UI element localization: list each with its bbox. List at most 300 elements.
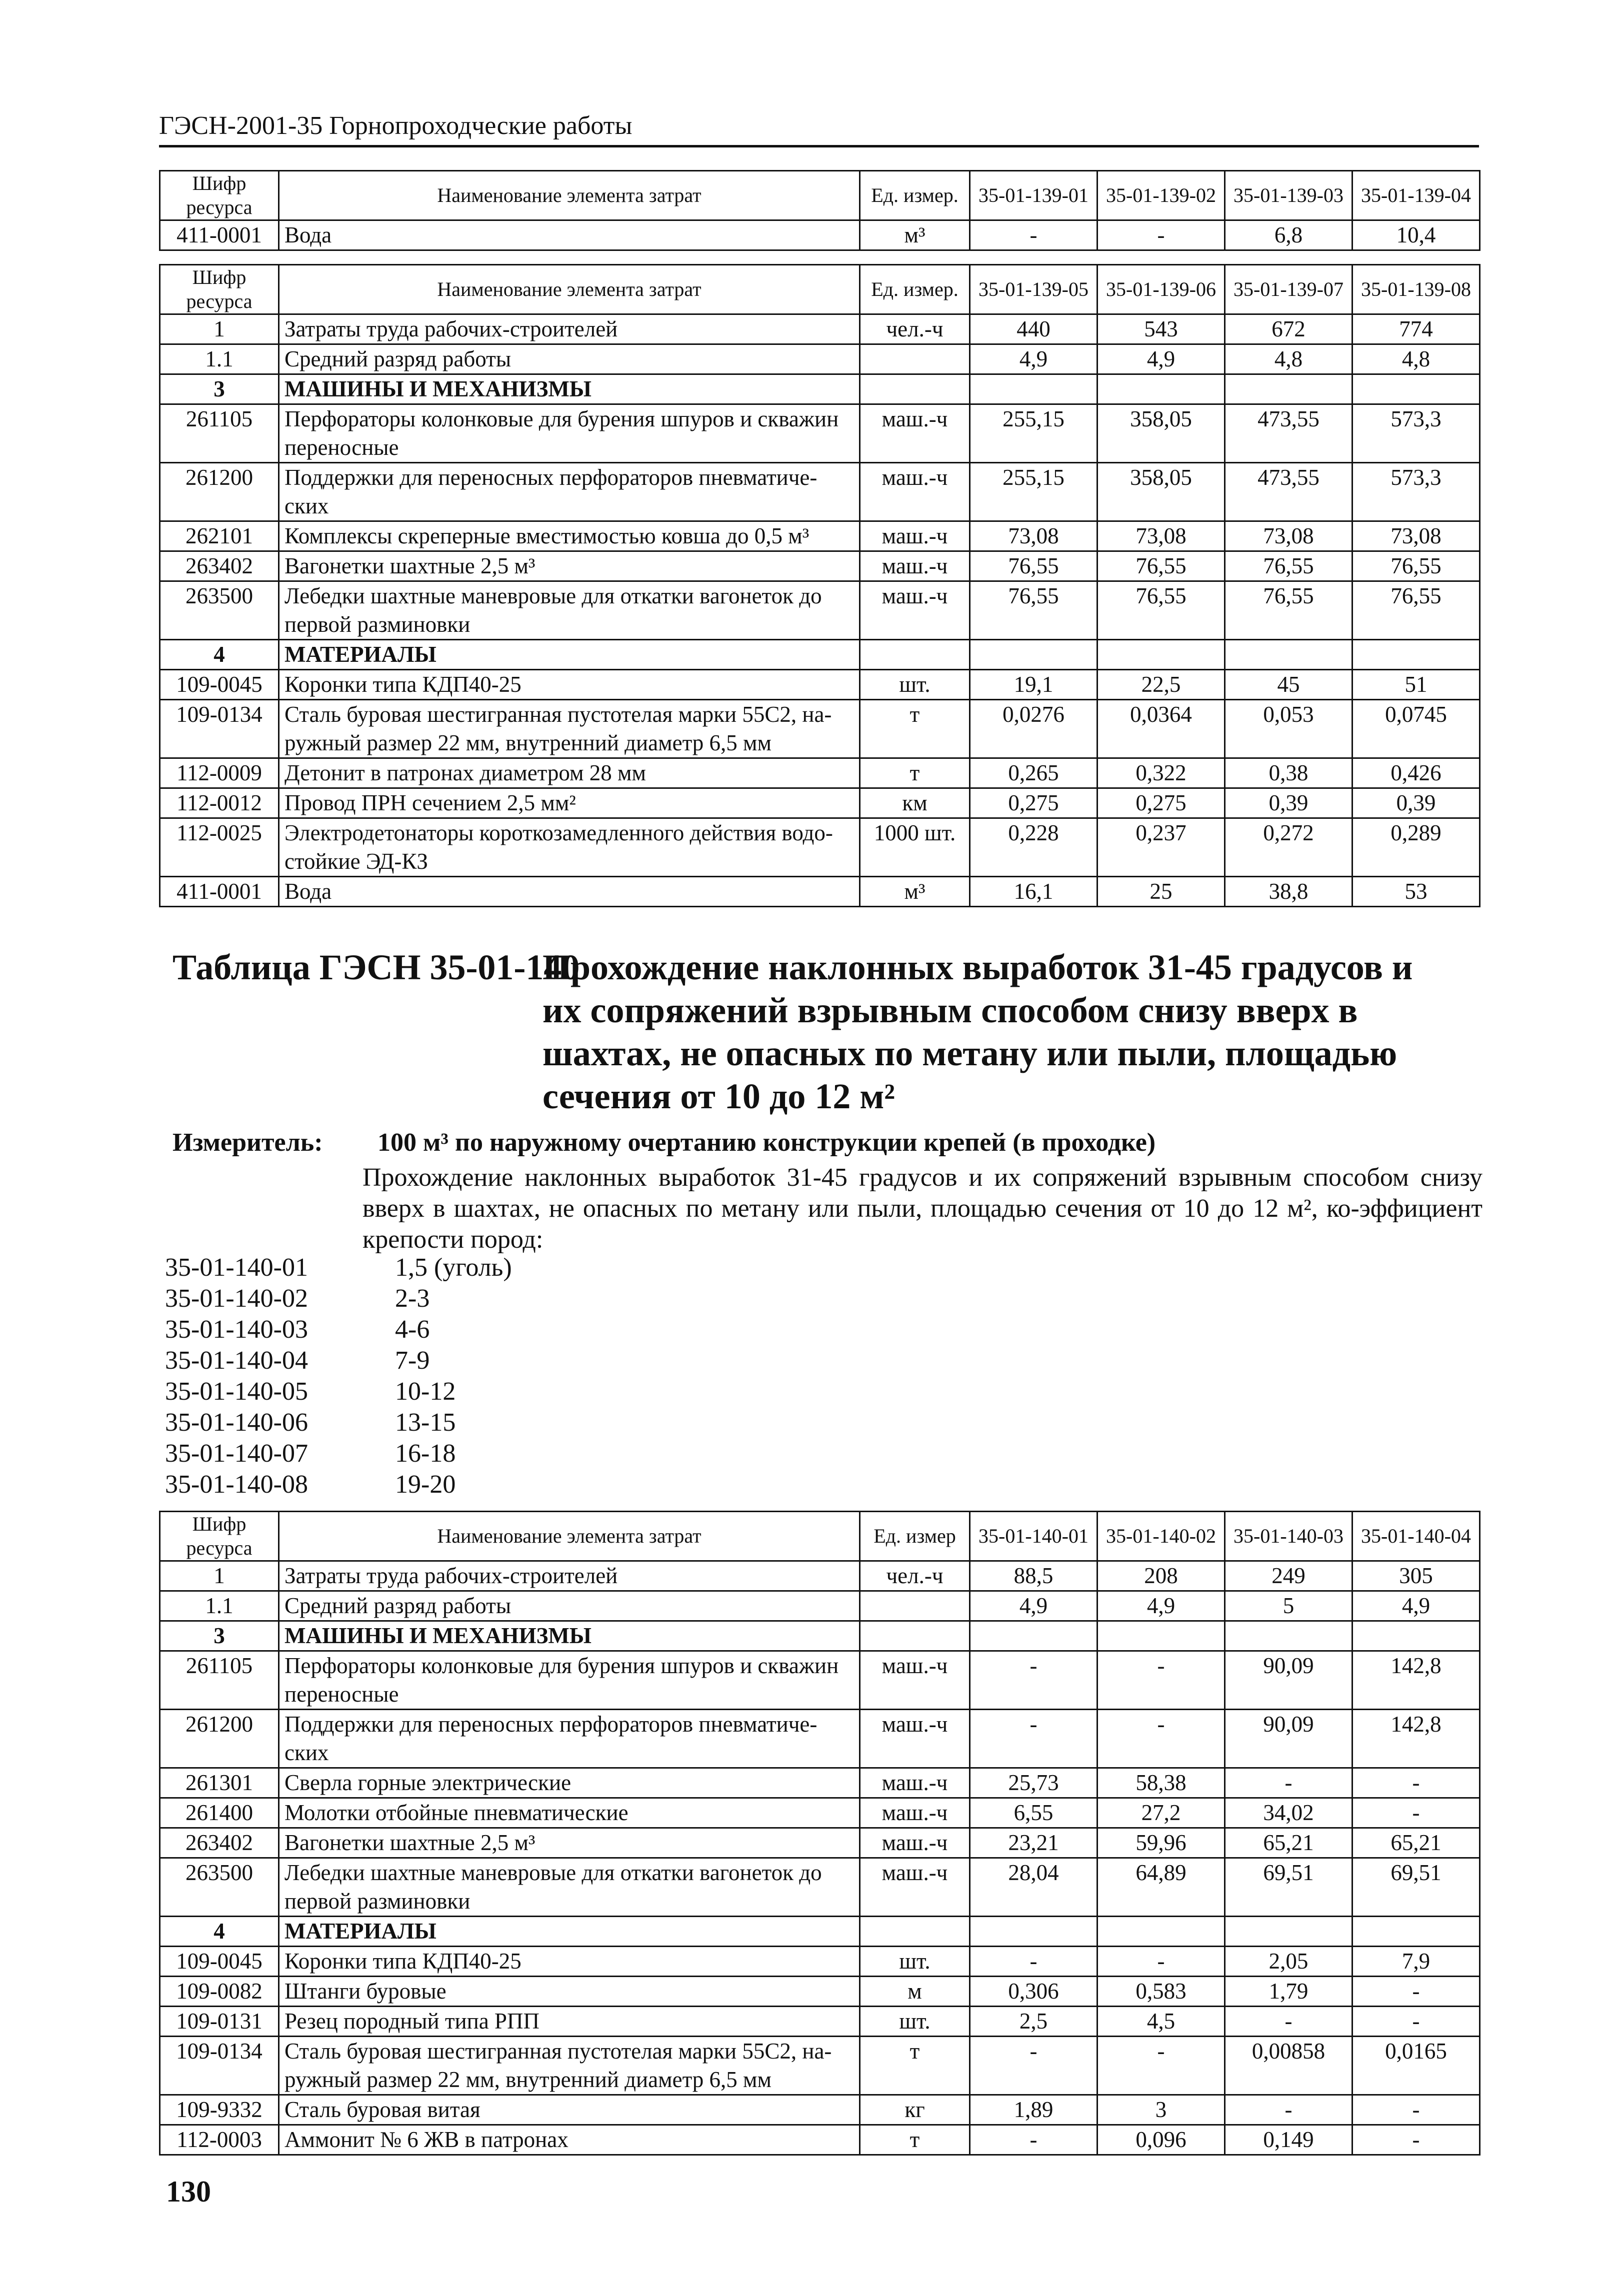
cell-value: 305 xyxy=(1352,1561,1480,1591)
cell-value: 10,4 xyxy=(1352,220,1480,250)
cell-value: 25 xyxy=(1098,877,1225,907)
table-row xyxy=(160,818,1480,877)
table-row xyxy=(160,521,1480,551)
cell-value: 64,89 xyxy=(1098,1858,1225,1917)
cell-value: 0,272 xyxy=(1225,818,1352,877)
cell-value xyxy=(970,374,1098,404)
cell-value: 16,1 xyxy=(970,877,1098,907)
cell-value: 142,8 xyxy=(1352,1651,1480,1710)
cell-value: 0,39 xyxy=(1225,788,1352,818)
cell-value: 543 xyxy=(1098,314,1225,344)
cell-code: 1.1 xyxy=(160,344,279,374)
cell-value: - xyxy=(1098,1710,1225,1768)
header-name: Наименование элемента затрат xyxy=(279,171,860,220)
table-row xyxy=(160,670,1480,700)
table-row xyxy=(160,1591,1480,1621)
cell-name: Лебедки шахтные маневровые для откатки вагонеток до первой разминовки xyxy=(279,1858,860,1917)
cell-unit xyxy=(860,1591,970,1621)
cell-code: 109-9332 xyxy=(160,2095,279,2125)
table-row xyxy=(160,551,1480,581)
cell-unit: шт. xyxy=(860,1947,970,1977)
cell-value: 65,21 xyxy=(1225,1828,1352,1858)
cell-value: 76,55 xyxy=(1225,551,1352,581)
cell-value: 28,04 xyxy=(970,1858,1098,1917)
cell-value: 65,21 xyxy=(1352,1828,1480,1858)
norm-code: 35-01-140-05 xyxy=(165,1377,308,1406)
cell-value xyxy=(970,1917,1098,1947)
cell-value: 2,05 xyxy=(1225,1947,1352,1977)
meter-label: Измеритель: xyxy=(172,1128,323,1157)
cell-name: Вагонетки шахтные 2,5 м³ xyxy=(279,1828,860,1858)
cell-value: 4,9 xyxy=(970,1591,1098,1621)
table-row xyxy=(160,581,1480,640)
cell-value xyxy=(1352,374,1480,404)
table-row xyxy=(160,374,1480,404)
cell-value: - xyxy=(970,2037,1098,2095)
table-row xyxy=(160,1768,1480,1798)
norm-code: 35-01-140-02 xyxy=(165,1284,308,1313)
table-row xyxy=(160,2125,1480,2155)
header-code: Шифр ресурса xyxy=(160,265,279,314)
table-row xyxy=(160,463,1480,521)
table-row xyxy=(160,2095,1480,2125)
cell-value: 4,9 xyxy=(1098,344,1225,374)
cell-value: 0,38 xyxy=(1225,758,1352,788)
cell-code: 263402 xyxy=(160,551,279,581)
cell-value: 255,15 xyxy=(970,463,1098,521)
cell-value: 59,96 xyxy=(1098,1828,1225,1858)
cell-unit: шт. xyxy=(860,2007,970,2037)
cell-value: 0,0276 xyxy=(970,700,1098,758)
cell-code: 411-0001 xyxy=(160,220,279,250)
cell-code: 109-0134 xyxy=(160,2037,279,2095)
cell-code: 263500 xyxy=(160,581,279,640)
section-title xyxy=(172,946,1472,1118)
cell-name: Резец породный типа РПП xyxy=(279,2007,860,2037)
cell-value: - xyxy=(1098,220,1225,250)
cell-value: 0,237 xyxy=(1098,818,1225,877)
resource-table-3 xyxy=(159,1511,1480,2156)
cell-code: 109-0045 xyxy=(160,1947,279,1977)
header-name: Наименование элемента затрат xyxy=(279,265,860,314)
header-norm-code: 35-01-139-02 xyxy=(1098,171,1225,220)
cell-code: 261200 xyxy=(160,1710,279,1768)
cell-unit: маш.-ч xyxy=(860,1798,970,1828)
table-row xyxy=(160,1858,1480,1917)
cell-value: 23,21 xyxy=(970,1828,1098,1858)
code-list xyxy=(165,1252,512,1500)
cell-value xyxy=(1352,640,1480,670)
section-title-label: Таблица ГЭСН 35-01-140 xyxy=(172,947,580,987)
cell-code: 1 xyxy=(160,314,279,344)
table-row xyxy=(160,877,1480,907)
cell-value: - xyxy=(970,1710,1098,1768)
header-unit: Ед. измер. xyxy=(860,171,970,220)
cell-name: МАТЕРИАЛЫ xyxy=(279,640,860,670)
cell-unit: м³ xyxy=(860,220,970,250)
cell-unit: чел.-ч xyxy=(860,1561,970,1591)
table-row xyxy=(160,700,1480,758)
cell-value: 0,228 xyxy=(970,818,1098,877)
cell-value xyxy=(1225,640,1352,670)
cell-value: 73,08 xyxy=(1352,521,1480,551)
cell-value: 76,55 xyxy=(1225,581,1352,640)
cell-name: Сталь буровая шестигранная пустотелая марки 55С2, на-ружный размер 22 мм, внутренний диаметр 6,5 мм xyxy=(279,700,860,758)
table-row xyxy=(160,1917,1480,1947)
cell-value: 2,5 xyxy=(970,2007,1098,2037)
cell-value: 90,09 xyxy=(1225,1710,1352,1768)
table-row xyxy=(160,344,1480,374)
cell-value: 76,55 xyxy=(970,581,1098,640)
cell-value: - xyxy=(1352,1798,1480,1828)
header-unit: Ед. измер. xyxy=(860,265,970,314)
cell-value: 76,55 xyxy=(1098,581,1225,640)
cell-value: 0,149 xyxy=(1225,2125,1352,2155)
cell-unit: т xyxy=(860,758,970,788)
table-row xyxy=(160,1828,1480,1858)
cell-value xyxy=(970,1621,1098,1651)
cell-unit: шт. xyxy=(860,670,970,700)
header-norm-code: 35-01-139-03 xyxy=(1225,171,1352,220)
header-title: ГЭСН-2001-35 Горнопроходческие работы xyxy=(159,111,632,140)
cell-unit: кг xyxy=(860,2095,970,2125)
cell-value: 73,08 xyxy=(1225,521,1352,551)
cell-value xyxy=(970,640,1098,670)
cell-unit: 1000 шт. xyxy=(860,818,970,877)
cell-value: 73,08 xyxy=(970,521,1098,551)
cell-value: - xyxy=(1352,1768,1480,1798)
hardness-value: 1,5 (уголь) xyxy=(395,1253,512,1282)
cell-unit: т xyxy=(860,2125,970,2155)
cell-name: Коронки типа КДП40-25 xyxy=(279,670,860,700)
cell-value: - xyxy=(970,220,1098,250)
table-row xyxy=(160,1561,1480,1591)
cell-name: Электродетонаторы короткозамедленного действия водо-стойкие ЭД-КЗ xyxy=(279,818,860,877)
cell-value: - xyxy=(1352,2007,1480,2037)
hardness-value: 13-15 xyxy=(395,1408,456,1437)
cell-value: 4,8 xyxy=(1352,344,1480,374)
cell-value: 0,306 xyxy=(970,1977,1098,2007)
cell-name: Вода xyxy=(279,220,860,250)
cell-value: 1,79 xyxy=(1225,1977,1352,2007)
cell-code: 261105 xyxy=(160,1651,279,1710)
table-row xyxy=(160,1621,1480,1651)
cell-name: Средний разряд работы xyxy=(279,344,860,374)
cell-value: 4,8 xyxy=(1225,344,1352,374)
header-norm-code: 35-01-139-06 xyxy=(1098,265,1225,314)
cell-value: 0,583 xyxy=(1098,1977,1225,2007)
norm-code: 35-01-140-08 xyxy=(165,1470,308,1499)
cell-name: Вода xyxy=(279,877,860,907)
cell-value: 5 xyxy=(1225,1591,1352,1621)
table-header-row xyxy=(160,265,1480,314)
cell-name: Перфораторы колонковые для бурения шпуров и скважин переносные xyxy=(279,404,860,463)
cell-value: 0,275 xyxy=(970,788,1098,818)
cell-code: 1.1 xyxy=(160,1591,279,1621)
section-title-text: Прохождение наклонных выработок 31-45 градусов и их сопряжений взрывным способом снизу вверх в шахтах, не опасных по метану или пыли, площадью сечения от 10 до 12 м² xyxy=(542,947,1413,1116)
cell-code: 109-0131 xyxy=(160,2007,279,2037)
cell-value xyxy=(1225,1917,1352,1947)
cell-unit: чел.-ч xyxy=(860,314,970,344)
cell-value: 38,8 xyxy=(1225,877,1352,907)
table-row xyxy=(160,220,1480,250)
cell-value: 0,053 xyxy=(1225,700,1352,758)
cell-code: 112-0012 xyxy=(160,788,279,818)
cell-value: - xyxy=(1352,2125,1480,2155)
cell-code: 109-0134 xyxy=(160,700,279,758)
table-row xyxy=(160,404,1480,463)
cell-value: 573,3 xyxy=(1352,463,1480,521)
cell-code: 262101 xyxy=(160,521,279,551)
cell-name: Сверла горные электрические xyxy=(279,1768,860,1798)
hardness-value: 2-3 xyxy=(395,1284,430,1313)
cell-unit: маш.-ч xyxy=(860,1768,970,1798)
cell-code: 263402 xyxy=(160,1828,279,1858)
cell-unit xyxy=(860,344,970,374)
cell-unit: т xyxy=(860,700,970,758)
cell-value xyxy=(1098,640,1225,670)
cell-value: - xyxy=(970,2125,1098,2155)
cell-value: 25,73 xyxy=(970,1768,1098,1798)
cell-value: 19,1 xyxy=(970,670,1098,700)
cell-name: Затраты труда рабочих-строителей xyxy=(279,1561,860,1591)
cell-name: Детонит в патронах диаметром 28 мм xyxy=(279,758,860,788)
meter-unit: 100 м³ по наружному очертанию конструкции крепей (в проходке) xyxy=(378,1128,1156,1157)
cell-value: - xyxy=(1352,1977,1480,2007)
cell-value: 76,55 xyxy=(1098,551,1225,581)
table-row xyxy=(160,1651,1480,1710)
cell-value: 0,0165 xyxy=(1352,2037,1480,2095)
header-code: Шифр ресурса xyxy=(160,1512,279,1561)
meter-description: Прохождение наклонных выработок 31-45 градусов и их сопряжений взрывным способом снизу вверх в шахтах, не опасных по метану или пыли, площадью сечения от 10 до 12 м², ко-эффициент крепости пород: xyxy=(362,1163,1482,1254)
cell-code: 411-0001 xyxy=(160,877,279,907)
cell-value: 358,05 xyxy=(1098,463,1225,521)
code-list-item xyxy=(165,1376,512,1407)
cell-code: 261301 xyxy=(160,1768,279,1798)
code-list-item xyxy=(165,1438,512,1469)
cell-unit: маш.-ч xyxy=(860,1858,970,1917)
cell-value: 6,8 xyxy=(1225,220,1352,250)
cell-unit: маш.-ч xyxy=(860,404,970,463)
cell-value: 440 xyxy=(970,314,1098,344)
cell-value: 76,55 xyxy=(1352,581,1480,640)
cell-value: 0,289 xyxy=(1352,818,1480,877)
cell-name: МАШИНЫ И МЕХАНИЗМЫ xyxy=(279,374,860,404)
cell-value: 1,89 xyxy=(970,2095,1098,2125)
table-row xyxy=(160,1798,1480,1828)
cell-value: 4,9 xyxy=(970,344,1098,374)
cell-value xyxy=(1352,1621,1480,1651)
cell-name: Лебедки шахтные маневровые для откатки вагонеток до первой разминовки xyxy=(279,581,860,640)
cell-value: 90,09 xyxy=(1225,1651,1352,1710)
cell-value: - xyxy=(1098,2037,1225,2095)
cell-value: 0,322 xyxy=(1098,758,1225,788)
cell-name: Провод ПРН сечением 2,5 мм² xyxy=(279,788,860,818)
cell-code: 3 xyxy=(160,374,279,404)
header-norm-code: 35-01-139-05 xyxy=(970,265,1098,314)
hardness-value: 4-6 xyxy=(395,1315,430,1344)
cell-code: 109-0045 xyxy=(160,670,279,700)
cell-value: 672 xyxy=(1225,314,1352,344)
cell-code: 112-0009 xyxy=(160,758,279,788)
cell-value: 142,8 xyxy=(1352,1710,1480,1768)
cell-unit: м xyxy=(860,1977,970,2007)
cell-unit: км xyxy=(860,788,970,818)
cell-value: 473,55 xyxy=(1225,404,1352,463)
cell-value xyxy=(1225,1621,1352,1651)
cell-value: 4,5 xyxy=(1098,2007,1225,2037)
cell-value xyxy=(1098,374,1225,404)
cell-name: Аммонит № 6 ЖВ в патронах xyxy=(279,2125,860,2155)
cell-code: 4 xyxy=(160,640,279,670)
cell-value: 774 xyxy=(1352,314,1480,344)
cell-code: 261400 xyxy=(160,1798,279,1828)
cell-value: 573,3 xyxy=(1352,404,1480,463)
cell-value: - xyxy=(970,1947,1098,1977)
table-row xyxy=(160,2037,1480,2095)
cell-name: Сталь буровая шестигранная пустотелая марки 55С2, на-ружный размер 22 мм, внутренний диаметр 6,5 мм xyxy=(279,2037,860,2095)
header-norm-code: 35-01-139-04 xyxy=(1352,171,1480,220)
header-norm-code: 35-01-139-07 xyxy=(1225,265,1352,314)
cell-value: - xyxy=(1225,2007,1352,2037)
cell-name: Сталь буровая витая xyxy=(279,2095,860,2125)
cell-name: Штанги буровые xyxy=(279,1977,860,2007)
cell-value: 45 xyxy=(1225,670,1352,700)
norm-code: 35-01-140-04 xyxy=(165,1346,308,1375)
cell-value: 0,275 xyxy=(1098,788,1225,818)
table-row xyxy=(160,1947,1480,1977)
cell-name: Затраты труда рабочих-строителей xyxy=(279,314,860,344)
header-norm-code: 35-01-140-01 xyxy=(970,1512,1098,1561)
cell-unit: маш.-ч xyxy=(860,551,970,581)
code-list-item xyxy=(165,1345,512,1376)
header-norm-code: 35-01-139-01 xyxy=(970,171,1098,220)
cell-code: 263500 xyxy=(160,1858,279,1917)
page-number: 130 xyxy=(166,2175,211,2208)
cell-code: 112-0003 xyxy=(160,2125,279,2155)
code-list-item xyxy=(165,1314,512,1345)
cell-unit xyxy=(860,374,970,404)
cell-value: 0,00858 xyxy=(1225,2037,1352,2095)
cell-unit: маш.-ч xyxy=(860,463,970,521)
norm-code: 35-01-140-07 xyxy=(165,1439,308,1468)
cell-value: 3 xyxy=(1098,2095,1225,2125)
cell-value: - xyxy=(1225,2095,1352,2125)
cell-code: 3 xyxy=(160,1621,279,1651)
hardness-value: 16-18 xyxy=(395,1439,456,1468)
cell-value: 34,02 xyxy=(1225,1798,1352,1828)
cell-value: 76,55 xyxy=(970,551,1098,581)
cell-code: 261200 xyxy=(160,463,279,521)
table-row xyxy=(160,314,1480,344)
table-row xyxy=(160,758,1480,788)
cell-value xyxy=(1098,1917,1225,1947)
cell-value: 4,9 xyxy=(1352,1591,1480,1621)
cell-unit: м³ xyxy=(860,877,970,907)
page-header xyxy=(159,111,1479,147)
cell-code: 1 xyxy=(160,1561,279,1591)
table-row xyxy=(160,640,1480,670)
code-list-item xyxy=(165,1283,512,1314)
cell-value: 73,08 xyxy=(1098,521,1225,551)
table-row xyxy=(160,2007,1480,2037)
cell-unit: маш.-ч xyxy=(860,581,970,640)
norm-code: 35-01-140-06 xyxy=(165,1408,308,1437)
cell-value: 0,39 xyxy=(1352,788,1480,818)
cell-unit: маш.-ч xyxy=(860,1828,970,1858)
cell-value: - xyxy=(1098,1651,1225,1710)
header-norm-code: 35-01-139-08 xyxy=(1352,265,1480,314)
cell-value: - xyxy=(1098,1947,1225,1977)
cell-name: Комплексы скреперные вместимостью ковша до 0,5 м³ xyxy=(279,521,860,551)
cell-value xyxy=(1098,1621,1225,1651)
cell-name: Коронки типа КДП40-25 xyxy=(279,1947,860,1977)
cell-unit xyxy=(860,1621,970,1651)
cell-name: Вагонетки шахтные 2,5 м³ xyxy=(279,551,860,581)
cell-value: 22,5 xyxy=(1098,670,1225,700)
cell-value: 88,5 xyxy=(970,1561,1098,1591)
cell-value: 0,096 xyxy=(1098,2125,1225,2155)
resource-table-2 xyxy=(159,264,1480,907)
cell-name: Перфораторы колонковые для бурения шпуров и скважин переносные xyxy=(279,1651,860,1710)
cell-value: 473,55 xyxy=(1225,463,1352,521)
hardness-value: 19-20 xyxy=(395,1470,456,1499)
cell-name: МАШИНЫ И МЕХАНИЗМЫ xyxy=(279,1621,860,1651)
norm-code: 35-01-140-01 xyxy=(165,1253,308,1282)
cell-unit: т xyxy=(860,2037,970,2095)
cell-value: 58,38 xyxy=(1098,1768,1225,1798)
header-norm-code: 35-01-140-02 xyxy=(1098,1512,1225,1561)
code-list-item xyxy=(165,1407,512,1438)
meter-block xyxy=(172,1127,1482,1255)
cell-unit: маш.-ч xyxy=(860,1710,970,1768)
hardness-value: 7-9 xyxy=(395,1346,430,1375)
cell-code: 112-0025 xyxy=(160,818,279,877)
table-row xyxy=(160,788,1480,818)
cell-value xyxy=(1352,1917,1480,1947)
cell-value: 249 xyxy=(1225,1561,1352,1591)
table-header-row xyxy=(160,1512,1480,1561)
cell-code: 109-0082 xyxy=(160,1977,279,2007)
norm-code: 35-01-140-03 xyxy=(165,1315,308,1344)
table-header-row xyxy=(160,171,1480,220)
cell-value: 0,0364 xyxy=(1098,700,1225,758)
table-row xyxy=(160,1710,1480,1768)
header-code: Шифр ресурса xyxy=(160,171,279,220)
cell-value: 53 xyxy=(1352,877,1480,907)
header-norm-code: 35-01-140-04 xyxy=(1352,1512,1480,1561)
cell-name: Поддержки для переносных перфораторов пневматиче-ских xyxy=(279,463,860,521)
cell-code: 261105 xyxy=(160,404,279,463)
hardness-value: 10-12 xyxy=(395,1377,456,1406)
header-name: Наименование элемента затрат xyxy=(279,1512,860,1561)
cell-unit xyxy=(860,1917,970,1947)
header-norm-code: 35-01-140-03 xyxy=(1225,1512,1352,1561)
cell-value xyxy=(1225,374,1352,404)
cell-code: 4 xyxy=(160,1917,279,1947)
cell-unit xyxy=(860,640,970,670)
cell-name: Поддержки для переносных перфораторов пневматиче-ских xyxy=(279,1710,860,1768)
cell-value: 27,2 xyxy=(1098,1798,1225,1828)
cell-value: - xyxy=(1352,2095,1480,2125)
cell-value: 76,55 xyxy=(1352,551,1480,581)
cell-name: Молотки отбойные пневматические xyxy=(279,1798,860,1828)
cell-value: 0,426 xyxy=(1352,758,1480,788)
cell-value: 7,9 xyxy=(1352,1947,1480,1977)
cell-unit: маш.-ч xyxy=(860,521,970,551)
cell-name: Средний разряд работы xyxy=(279,1591,860,1621)
cell-value: 6,55 xyxy=(970,1798,1098,1828)
